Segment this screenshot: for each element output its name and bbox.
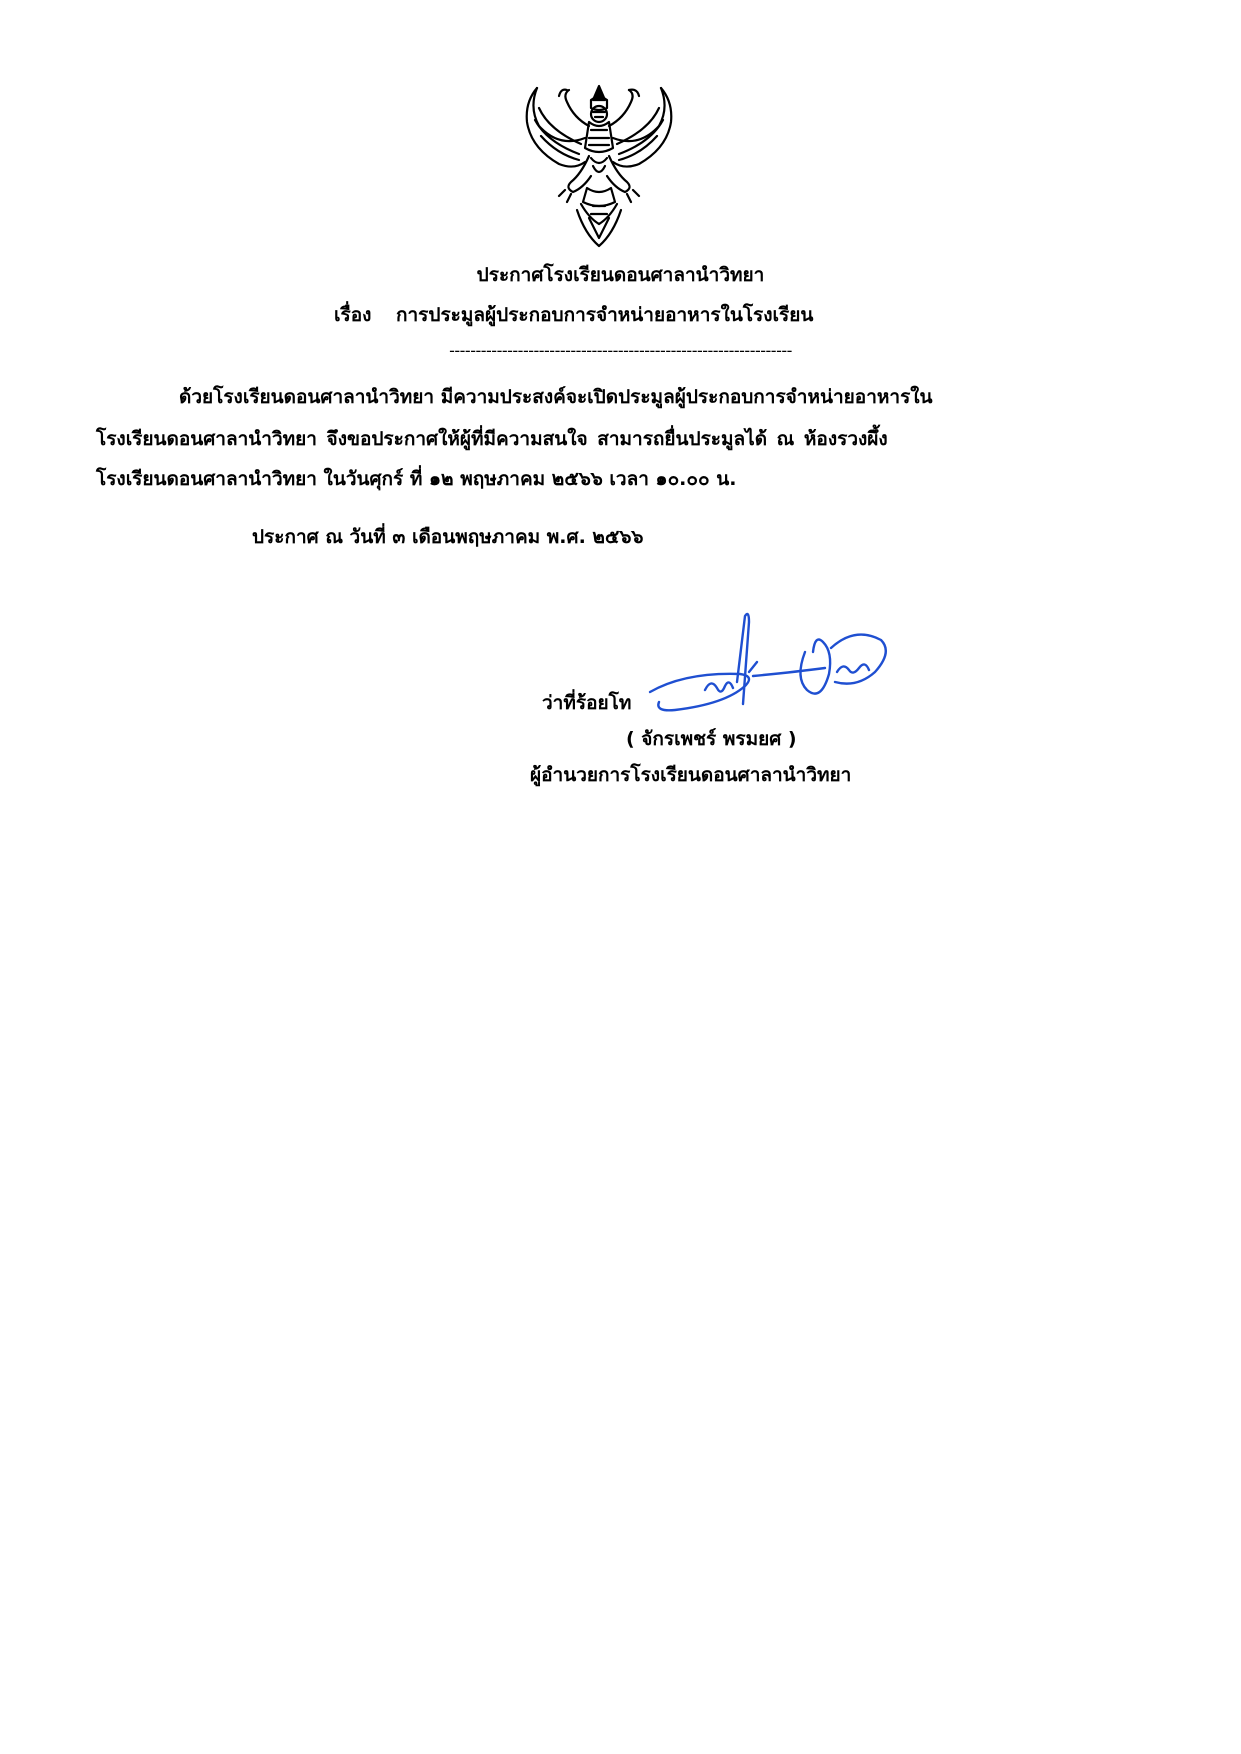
body-paragraph-line-3: โรงเรียนดอนศาลานำวิทยา ในวันศุกร์ ที่ ๑๒ พฤษภาคม ๒๕๖๖ เวลา ๑๐.๐๐ น. (96, 468, 737, 490)
signatory-rank: ว่าที่ร้อยโท (542, 692, 632, 714)
handwritten-signature (645, 612, 895, 722)
announcement-date: ประกาศ ณ วันที่ ๓ เดือนพฤษภาคม พ.ศ. ๒๕๖๖ (252, 526, 644, 548)
header-separator: ----------------------------------------------------------------- (449, 341, 792, 360)
document-title: ประกาศโรงเรียนดอนศาลานำวิทยา (476, 264, 765, 286)
body-paragraph-line-1: ด้วยโรงเรียนดอนศาลานำวิทยา มีความประสงค์จะเปิดประมูลผู้ประกอบการจำหน่ายอาหารใน (179, 386, 933, 408)
subject-text: การประมูลผู้ประกอบการจำหน่ายอาหารในโรงเรียน (396, 304, 814, 326)
subject-label: เรื่อง (334, 304, 372, 326)
signatory-name: ( จักรเพชร์ พรมยศ ) (626, 728, 797, 750)
signatory-position: ผู้อำนวยการโรงเรียนดอนศาลานำวิทยา (530, 764, 852, 786)
body-paragraph-line-2: โรงเรียนดอนศาลานำวิทยา จึงขอประกาศให้ผู้ที่มีความสนใจ สามารถยื่นประมูลได้ ณ ห้องรวงผึ้ง (96, 428, 888, 450)
garuda-emblem-icon (519, 78, 679, 256)
document-subject-line (334, 302, 813, 328)
